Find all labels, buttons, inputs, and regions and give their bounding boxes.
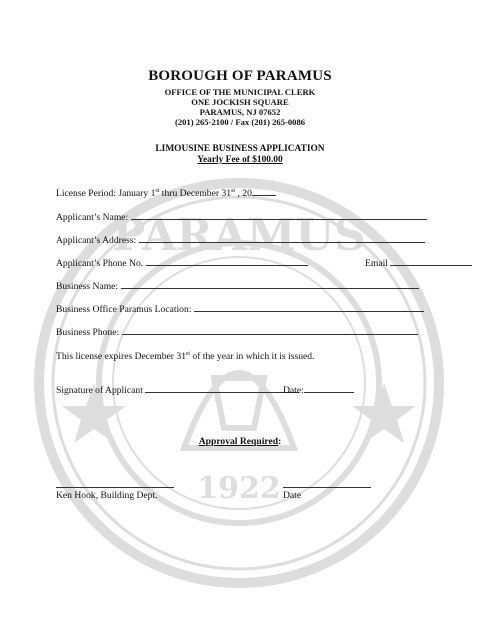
seal-star-right: [352, 383, 416, 443]
license-period-mid: thru December 31: [159, 188, 232, 199]
email-row: [365, 256, 472, 269]
license-period-row: [56, 186, 276, 199]
business-office-row: [56, 302, 424, 315]
expiry-prefix: This license expires December 31: [56, 351, 186, 362]
business-phone-label: Business Phone:: [56, 327, 120, 338]
signature-field[interactable]: [145, 383, 299, 393]
license-period-sup2: st: [231, 187, 236, 194]
business-phone-row: [56, 325, 418, 338]
expiry-sup: st: [186, 350, 191, 357]
building-dept-label: Ken Hook, Building Dept.: [56, 490, 158, 501]
office-street: ONE JOCKISH SQUARE: [191, 97, 289, 107]
applicant-address-field[interactable]: [139, 233, 425, 243]
approval-date-label: Date: [283, 490, 302, 501]
expiry-statement: [56, 351, 314, 362]
approval-heading-text: Approval Required: [198, 436, 279, 447]
applicant-address-row: [56, 233, 425, 246]
business-name-row: [56, 279, 419, 292]
expiry-suffix: of the year in which it is issued.: [190, 351, 315, 362]
signature-row: [56, 383, 299, 396]
approval-heading: [0, 436, 480, 447]
license-year-field[interactable]: [252, 186, 276, 196]
office-phone: (201) 265-2100 / Fax (201) 265-0086: [174, 117, 306, 127]
signature-date-label: Date:: [283, 385, 304, 396]
applicant-address-label: Applicant’s Address:: [56, 235, 137, 246]
form-fee: Yearly Fee of $100.00: [197, 155, 283, 165]
form-title: LIMOUSINE BUSINESS APPLICATION: [155, 144, 325, 154]
approval-date-line[interactable]: [283, 487, 371, 488]
license-period-label: License Period: January 1: [56, 188, 156, 199]
signature-date-field[interactable]: [304, 383, 354, 393]
applicant-phone-field[interactable]: [146, 256, 308, 266]
applicant-name-field[interactable]: [131, 210, 427, 220]
license-period-sup1: st: [155, 187, 160, 194]
applicant-name-label: Applicant’s Name:: [56, 212, 129, 223]
signature-label: Signature of Applicant: [56, 385, 143, 396]
email-label: Email: [365, 258, 388, 269]
applicant-phone-label: Applicant’s Phone No.: [56, 258, 144, 269]
seal-year-text: 1922: [197, 471, 281, 506]
business-name-label: Business Name:: [56, 281, 119, 292]
applicant-name-row: [56, 210, 427, 223]
business-name-field[interactable]: [121, 279, 419, 289]
applicant-phone-row: [56, 256, 308, 269]
approval-heading-colon: :: [278, 436, 282, 447]
business-phone-field[interactable]: [122, 325, 418, 335]
business-office-label: Business Office Paramus Location:: [56, 304, 192, 315]
building-dept-signature-line[interactable]: [56, 487, 174, 488]
business-office-field[interactable]: [194, 302, 424, 312]
office-name: OFFICE OF THE MUNICIPAL CLERK: [164, 87, 316, 97]
email-field[interactable]: [390, 256, 472, 266]
borough-title: BOROUGH OF PARAMUS: [148, 68, 332, 84]
license-period-suffix: , 20: [235, 188, 252, 199]
signature-date-row: [283, 383, 354, 396]
seal-name-text: PARAMUS: [112, 210, 366, 261]
office-city: PARAMUS, NJ 07652: [199, 107, 281, 117]
